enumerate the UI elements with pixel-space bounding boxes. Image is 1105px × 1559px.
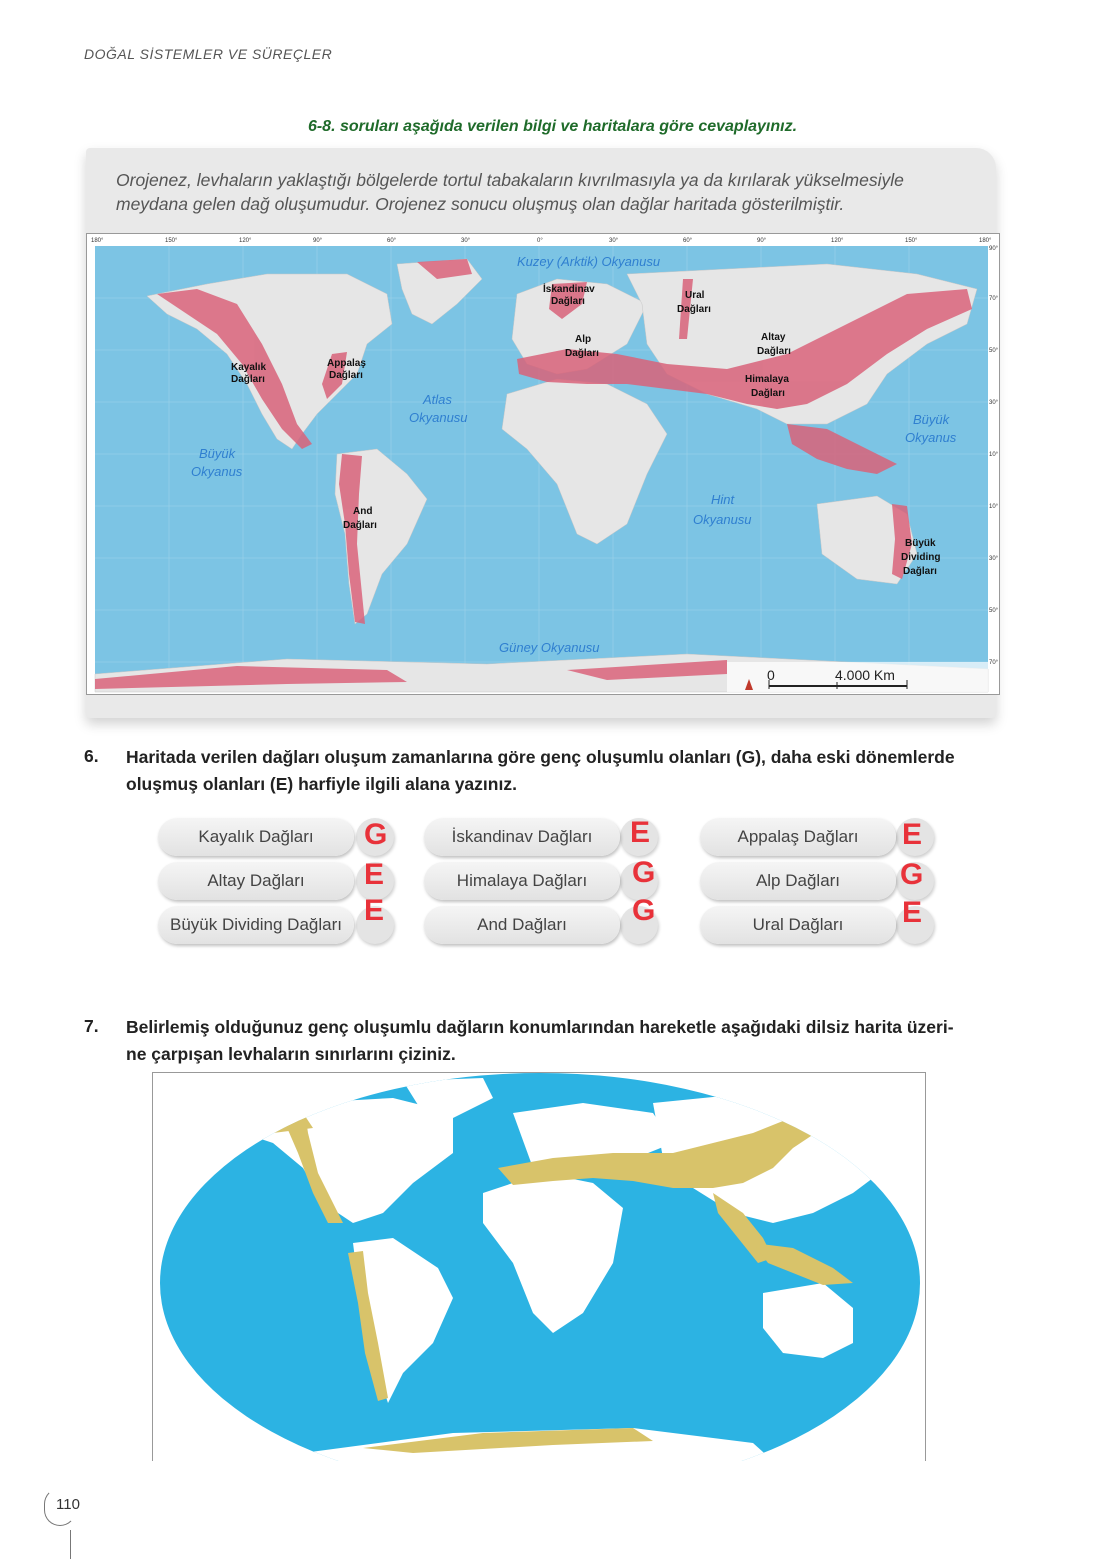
label-buyuk-2: Dividing [901, 552, 941, 563]
answer-alp: G [900, 858, 924, 891]
item-buyuk-dividing: Büyük Dividing Dağları [158, 906, 354, 944]
label-buyuk-3: Dağları [903, 566, 937, 577]
tick-top-7: 30° [609, 238, 619, 244]
answer-kayalik: G [364, 818, 388, 851]
tick-top-6: 0° [537, 238, 543, 244]
label-appalas-1: Appalaş [327, 358, 366, 369]
label-and-1: And [353, 506, 373, 517]
page-divider [70, 1530, 71, 1559]
tick-top-3: 90° [313, 238, 323, 244]
answer-altay: E [364, 858, 385, 891]
blank-world-map[interactable] [152, 1072, 926, 1461]
tick-top-9: 90° [757, 238, 767, 244]
q6-text [126, 744, 1006, 798]
tick-top-5: 30° [461, 238, 471, 244]
scale-distance: 4.000 Km [835, 667, 895, 683]
item-and: And Dağları [424, 906, 620, 944]
answer-ural: E [902, 896, 923, 929]
q7-line-1: Belirlemiş olduğunuz genç oluşumlu dağların konumlarından hareketle aşağıdaki dilsiz harita üzeri- [126, 1017, 954, 1037]
label-indian-2: Okyanusu [693, 512, 752, 527]
label-altay-2: Dağları [757, 346, 791, 357]
label-indian-1: Hint [711, 492, 735, 507]
label-alp-1: Alp [575, 334, 592, 345]
tick-right-5: 10° [989, 504, 999, 510]
tick-right-0: 90° [989, 246, 999, 252]
label-buyuk-1: Büyük [905, 538, 936, 549]
tick-top-8: 60° [683, 238, 693, 244]
q7-line-2: ne çarpışan levhaların sınırlarını çiziniz. [126, 1044, 456, 1064]
instruction: 6-8. soruları aşağıda verilen bilgi ve haritalara göre cevaplayınız. [307, 118, 798, 135]
label-appalas-2: Dağları [329, 370, 363, 381]
label-ural-2: Dağları [677, 304, 711, 315]
label-atlantic-1: Atlas [423, 392, 452, 407]
item-appalas: Appalaş Dağları [700, 818, 896, 856]
item-himalaya: Himalaya Dağları [424, 862, 620, 900]
label-southern-ocean: Güney Okyanusu [499, 640, 600, 655]
label-pacific-w-1: Büyük [199, 446, 236, 461]
page-number: 110 [56, 1496, 80, 1513]
label-himalaya-2: Dağları [751, 388, 785, 399]
answer-appalas: E [902, 818, 923, 851]
tick-right-4: 10° [989, 452, 999, 458]
label-arctic-ocean: Kuzey (Arktik) Okyanusu [517, 254, 661, 269]
tick-top-11: 150° [905, 238, 918, 244]
tick-right-6: 30° [989, 556, 999, 562]
label-ural-1: Ural [685, 290, 705, 301]
scale-zero: 0 [767, 667, 775, 683]
label-iskandinav-2: Dağları [551, 296, 585, 307]
label-pacific-e-1: Büyük [913, 412, 950, 427]
label-kayalik-1: Kayalık [231, 362, 267, 373]
tick-top-1: 150° [165, 238, 178, 244]
tick-right-3: 30° [989, 400, 999, 406]
answer-himalaya: G [632, 856, 656, 889]
item-alp: Alp Dağları [700, 862, 896, 900]
scale-bar [727, 662, 988, 692]
tick-top-4: 60° [387, 238, 397, 244]
label-pacific-w-2: Okyanus [191, 464, 243, 479]
item-altay: Altay Dağları [158, 862, 354, 900]
label-alp-2: Dağları [565, 348, 599, 359]
label-pacific-e-2: Okyanus [905, 430, 957, 445]
tick-top-2: 120° [239, 238, 252, 244]
answer-and: G [632, 894, 656, 927]
label-altay-1: Altay [761, 332, 786, 343]
label-atlantic-2: Okyanusu [409, 410, 468, 425]
info-line-1: Orojenez, levhaların yaklaştığı bölgelerde tortul tabakaların kıvrılmasıyla ya da kırılarak yükselmesiyle [116, 170, 904, 190]
info-text [116, 168, 976, 216]
orogeny-world-map [86, 233, 1000, 695]
q6-line-1: Haritada verilen dağları oluşum zamanlarına göre genç oluşumlu olanları (G), daha eski dönemlerde [126, 747, 955, 767]
tick-right-2: 50° [989, 348, 999, 354]
item-kayalik: Kayalık Dağları [158, 818, 354, 856]
label-himalaya-1: Himalaya [745, 374, 789, 385]
q6-number: 6. [84, 746, 99, 766]
answer-buyuk-dividing: E [364, 894, 385, 927]
label-kayalik-2: Dağları [231, 374, 265, 385]
q6-line-2: oluşmuş olanları (E) harfiyle ilgili alana yazınız. [126, 774, 517, 794]
tick-right-1: 70° [989, 296, 999, 302]
item-ural: Ural Dağları [700, 906, 896, 944]
tick-top-0: 180° [91, 238, 104, 244]
info-line-2: meydana gelen dağ oluşumudur. Orojenez sonucu oluşmuş olan dağlar haritada gösterilmiştir. [116, 194, 845, 214]
tick-top-10: 120° [831, 238, 844, 244]
label-iskandinav-1: İskandinav [543, 284, 595, 295]
item-iskandinav: İskandinav Dağları [424, 818, 620, 856]
q7-number: 7. [84, 1016, 99, 1036]
tick-top-12: 180° [979, 238, 992, 244]
tick-right-7: 50° [989, 608, 999, 614]
chapter-header: DOĞAL SİSTEMLER VE SÜREÇLER [84, 46, 333, 62]
answer-iskandinav: E [630, 816, 651, 849]
tick-right-8: 70° [989, 660, 999, 666]
q7-text [126, 1014, 1006, 1068]
label-and-2: Dağları [343, 520, 377, 531]
